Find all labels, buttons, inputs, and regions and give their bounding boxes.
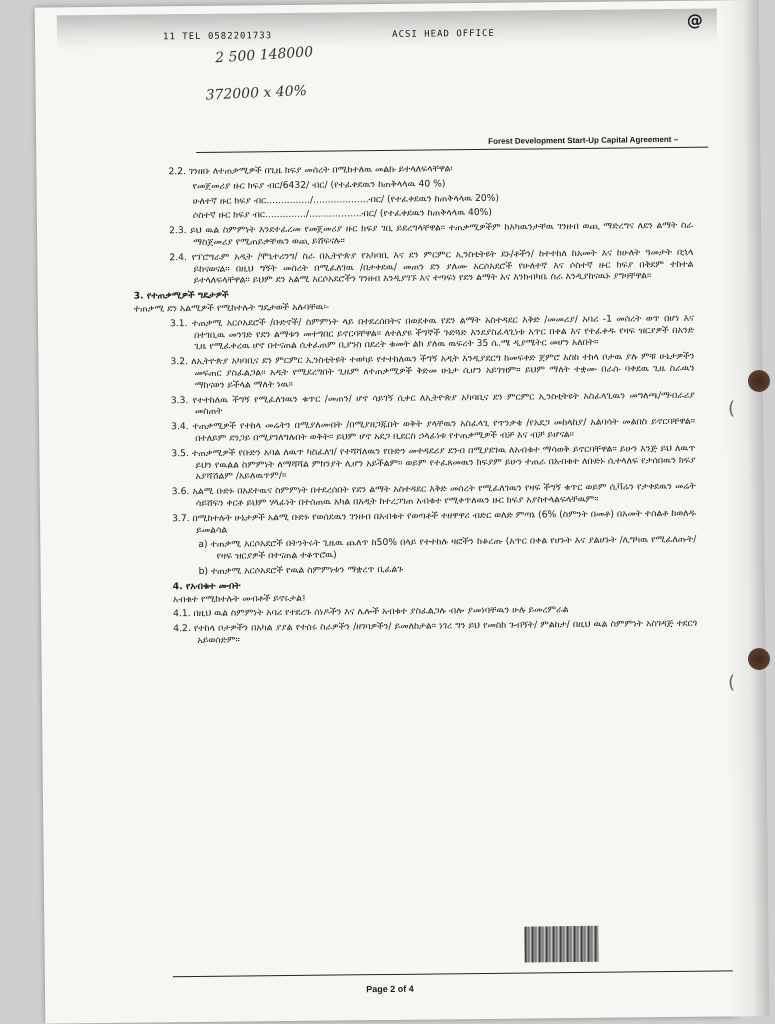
footer-rule (173, 970, 733, 977)
fax-sender: ACSI HEAD OFFICE (392, 28, 495, 40)
section-4-title: 4. የአብቁተ መብት (172, 580, 241, 592)
scan-edge (719, 0, 770, 1016)
clause-3-3: 3.3. የተተከለዉ ችግኝ የሚፈለገዉን ቁጥር /መጠን/ ሆኖ ሳይገኝ ሲቀር ለኢትዮጵያ አካባቢና ደን ምርምር ኢንስቲትዩት አስፈላጊዉን መግለጫ/ማብራሪያ መስጠት (170, 389, 695, 418)
clause-3-7-b: b) ተጠቃሚ አርሶአደሮች የዉል ስምምነቱን ማቋረጥ ቢፈልጉ (198, 563, 404, 577)
handwritten-note-2: 372000 x 40% (205, 83, 308, 104)
clause-4-1: 4.1. በዚህ ዉል ስምምነት አባሪ የተደረጉ ሰነዶችን እና ሌሎች አብቁተ ያስፈልጋሉ ብሎ ያመነባቸዉን ሁሉ ይመረምራል (172, 604, 569, 620)
section-3-title: 3. የተጠቃሚዎች ግዴታዎች (133, 289, 229, 302)
clause-2-3: 2.3. ይህ ዉል ስምምነት እንደተፈረመ የመጀመሪያ ዙር ክፍያ ገቢ ይደረግላቸዋል፡፡ ተጠቃሚዎችም ከአካዉንታቸዉ ገንዘብ ወጪ ማድረግና ለደን ልማት ስራ ማስጀመሪያ የሚጠይቃቸዉን ወጪ ይሸፍናሉ፡፡ (168, 219, 694, 248)
punch-hole-icon (748, 370, 770, 392)
fax-number: 11 TEL 0582201733 (162, 31, 273, 43)
page-number: Page 2 of 4 (366, 983, 414, 995)
clause-2-4: 2.4. የፕሮግራም አዲት /ሞኒተሪንግ/ ስራ በኢትዮጵያ የአካባቢ እና ደን ምርምር ኢንስቲትዩት ደኑ/ቶችን/ ከተተከለ ከአመት እና ከሁለት ዓመታት በኋላ ይከናወናል፡፡ በዚህ ግኝት መሰረት በሚፈለገዉ /በታቀደዉ/ መጠን ደን ያለሙ አርሶአደሮች የሁለተኛ እና ሶስተኛ ዙር ክፍያ በቅደም ተከተል ይተላለፍላቸዋል፡፡ ይህም ደን አልሚ አርሶአደሮችን ገንዘብ እንዲያገኙ እና ተጣፍነ የደን ልማት እና እንክብካቤ ስራ እንዲያከናዉኑ ያግዛቸዋል፡፡ (169, 246, 694, 287)
handwritten-note-1: 2 500 148000 (214, 44, 314, 67)
punch-hole-icon (748, 648, 770, 670)
clause-2-2-first-payment: የመጀመሪያ ዙር ክፍያ ብር/6432/ ብር/ (የተፈቀደዉን ከጠቅላላዉ 40 %) (192, 178, 446, 192)
header-rule (196, 147, 708, 153)
clause-3-6: 3.6. አልሚ ቡድኑ በአደተዉና ስምምነት በተደረሰበት የደን ልማት አስተዳደር እቅድ መሰረት የሚፈለገዉን የዛፍ ችግኝ ቁጥር ወይም ሲቫሬን የታቀደዉን መሬት ሳይሸፍን ቀርቶ ይህም ሃላፊነት በተሰጠዉ አካል በአዲት ከተረጋገጠ አብቁተ የሚቀጥለዉን ዙር ክፍያ አያስተላልፍላቸዉም፡፡ (171, 480, 696, 509)
clause-2-2: 2.2. ገንዘቡ ለተጠቃሚዎች በጊዜ ክፍያ መሰረት በሚከተለዉ መልኩ ይተላለፍላቸዋል፡ (168, 163, 453, 178)
clause-3-4: 3.4. ተጠቃሚዎች የተከላ መሬትን በሚያለሙበት /በሚያዘጋጁበት ወቅት ያላቸዉን አስፈላጊ የጥንቃቄ /የአደጋ መከላከያ/ አልባሳት መልበስ ይኖርባቸዋል፡፡ በተለይም ደንጋይ በሚያገለግሉበት ወቅት፡፡ ይህም ሆኖ አደጋ ቢደርስ ኃላፊነቱ የተጠቃሚዎች ብቻ እና ብቻ ይሆናል፡፡ (171, 415, 696, 444)
clause-3-7: 3.7. በሚከተሉት ሁኔታዎች አልሚ ቡድኑ የወሰደዉን ገንዘብ በአብቁተ የወጣቶች ተዘዋዋሪ ብድር ወለድ ምጣኔ (6% (ስምንት በመቶ) በአመት ተሰልቶ ከወለዱ ይመልሳል (171, 507, 697, 536)
clause-2-2-third-payment: ሶስተኛ ዙር ክፍያ ብር............../..................ብር/ (የተፈቀደዉን ከጠቅላላዉ 40%) (192, 207, 493, 222)
document-header-title: Forest Development Start-Up Capital Agreement – (488, 134, 679, 146)
margin-bracket-icon: ( (728, 672, 736, 693)
clause-3-7-a: a) ተጠቃሚ አርሶአደሮች በትንትሩት ጊዜዉ ጨለጥ ከ50% በላይ የተተከሉ ዛፎችን ከቆረጡ (አጥር በቀል የሆኑት እና ያልሆኑት /ሊግካዉ የሚፈለጡት/ የዛፍ ዝርያዎች በተናጠል ተቆጥሮዉ) (198, 534, 697, 562)
clause-3-1: 3.1. ተጠቃሚ አርሶአደሮች /ቡድኖች/ ስምምነት ላይ በተደረሰበትና በወደቀዉ የደን ልማት አስተዳደር እቅድ /መመሪያ/ አባሪ -1 መሰረት ወጥ በሆነ እና በተገቢዉ መንገድ የደን ልማቱን መተግበር ይኖርባቸዋል፡፡ ለተለያዩ ችግኞች ጉድጓድ እንደያስፈላጊነቱ አጥር በቀል እና የተፈቀዱ የዛፍ ዝርያዎች በአንድ ጊዜ የሚፈቀረዉ ሆኖ በተናጠል ሲቀፈጠም ቢያንስ በደረት ቁመት ልክ ያለዉ ዉፍረት 35 ሴ.ሜ ዲያሜትር መሆን አለበት፡፡ (169, 312, 695, 353)
section-3-intro: ተጠቃሚ ደን አልሚዎች የሚከተሉት ግዴታወች አሉባቸዉ፡- (133, 301, 330, 315)
clause-4-2: 4.2. የተከላ ቦታዎችን በአካል ያያል የተሰሩ ስራዎችን /ዘገባዎችን/ ይመለከታል፡፡ ነገረ ግን ይህ የመስክ ጉብኝት/ ምልከታ/ በዚህ ዉል ስምምነት አስገዳጅ ተደርጎ አይወሰድም፡፡ (173, 617, 698, 646)
clause-3-2: 3.2. ለኢትዮጵያ አካባቢና ደን ምርምር ኢንስቲትዩት ተወካይ የተተከለዉን ችግኝ አዲት እንዲያደርግ ከመፍቀድ ጀምሮ እስከ ተክላ ቦታዉ ያሉ ምቹ ሁኔታዎችን መፍጠር ያስፈልጋል፡፡ አዲት የሚደረግበት ጊዜም ለተጠቃሚዎች ቅድመ ሁኔታ ሲሆን አይገዝም፡፡ ይህም ማለት ተቋሙ በራሱ ባቀደዉ ጊዜ ስራዉን ማከናወን ይችላል ማለት ነዉ፡፡ (170, 350, 695, 391)
corner-mark: @ (686, 10, 703, 30)
document-body (132, 161, 697, 651)
document-page (35, 0, 736, 1023)
clause-3-5: 3.5. ተጠቃሚዎች የቡድን አባል ለዉጥ ካስፈለገ/ የተሻሻለዉን የቡድን መተዳደሪያ ደንብ በሚያደገዉ ለአብቁተ ማሳወቅ ይኖርባቸዋል፡፡ ይሁን እንጅ ይህ ለዉጥ ይህን የዉልል ስምምነት ለማሻሻል ምክንያት ሊሆን አይችልም፡፡ ወይም የተፈጸመዉን ክፍያም ይሁን ተጠራ በአብቁተ ለቡድኑ ሲተላለፍ የታሰበዉን ክፍያ አያሻሽልም /አይለዉጥም/፡፡ (171, 442, 696, 483)
clause-2-2-second-payment: ሁለተኛ ዙር ክፍያ ብር.............../...................ብር/ (የተፈቀደዉን ከጠቅላላዉ 20%) (192, 192, 500, 207)
stamp-mark (524, 926, 598, 963)
section-4-intro: አብቁተ የሚከተሉት መብቶች ይኖሩታል፤ (172, 592, 306, 605)
margin-bracket-icon: ( (728, 398, 736, 419)
